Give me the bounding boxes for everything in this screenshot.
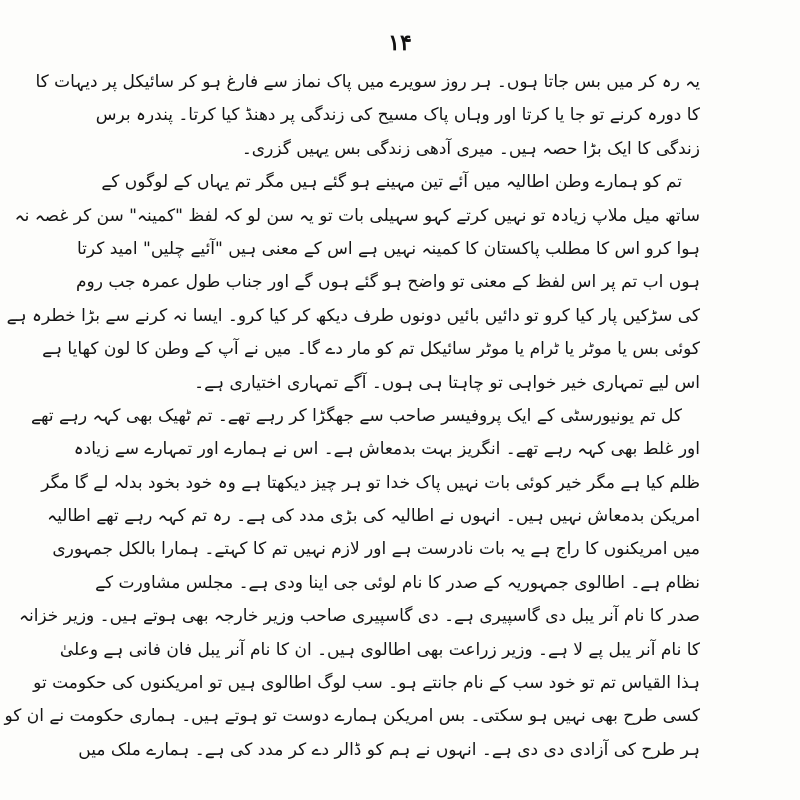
text-line: کا نام آنر یبل پے لا ہے۔ وزیر زراعت بھی اطالوی ہیں۔ ان کا نام آنر یبل فان فانی ہے وعلیٰ bbox=[59, 639, 700, 660]
text-line: کی سڑکیں پار کیا کرو تو دائیں بائیں دونوں طرف دیکھ کر کیا کرو۔ ایسا نہ کرنے سے بڑا خطرہ ہے bbox=[6, 305, 700, 326]
text-line: زندگی کا ایک بڑا حصہ ہیں۔ میری آدھی زندگی بس یہیں گزری۔ bbox=[241, 138, 700, 159]
text-line: یہ رہ کر میں بس جاتا ہوں۔ ہر روز سویرے میں پاک نماز سے فارغ ہو کر سائیکل پر دیہات کا bbox=[35, 72, 700, 92]
page-text bbox=[4, 66, 700, 767]
text-line: اس لیے تمہاری خیر خواہی تو چاہتا ہی ہوں۔ آگے تمہاری اختیاری ہے۔ bbox=[194, 372, 700, 393]
text-line: اور غلط بھی کہہ رہے تھے۔ انگریز بہت بدمعاش ہے۔ اس نے ہمارے اور تمہارے سے زیادہ bbox=[73, 439, 700, 460]
text-line: ہوں اب تم پر اس لفظ کے معنی تو واضح ہو گئے ہوں گے اور جناب طول عمرہ جب روم bbox=[76, 272, 700, 293]
page-number: ۱۴ bbox=[388, 30, 412, 56]
text-line: میں امریکنوں کا راج ہے یہ بات نادرست ہے اور لازم نہیں تم کا کہتے۔ ہمارا بالکل جمہوری bbox=[52, 539, 700, 560]
text-line: صدر کا نام آنر یبل دی گاسپیری ہے۔ دی گاسپیری صاحب وزیر خارجہ بھی ہوتے ہیں۔ وزیر خزانہ bbox=[19, 606, 700, 627]
text-line: نظام ہے۔ اطالوی جمہوریہ کے صدر کا نام لوئی جی اینا ودی ہے۔ مجلس مشاورت کے bbox=[95, 572, 700, 593]
text-line: ساتھ میل ملاپ زیادہ تو نہیں کرتے کہو سہیلی بات تو یہ سن لو کہ لفظ "کمینہ" سن کر غصہ نہ bbox=[14, 205, 700, 226]
text-line: ہوا کرو اس کا مطلب پاکستان کا کمینہ نہیں ہے اس کے معنی ہیں "آئیے چلیں" امید کرتا bbox=[76, 238, 700, 259]
paragraph-start-line: تم کو ہمارے وطن اطالیہ میں آئے تین مہینے ہو گئے ہیں مگر تم یہاں کے لوگوں کے bbox=[101, 172, 682, 193]
text-line: کا دورہ کرنے تو جا یا کرتا اور وہاں پاک مسیح کی زندگی پر دھنڈ کیا کرتا۔ پندرہ برس bbox=[95, 105, 700, 126]
text-line: امریکن بدمعاش نہیں ہیں۔ انہوں نے اطالیہ کی بڑی مدد کی ہے۔ رہ تم کہہ رہے تھے اطالیہ bbox=[47, 506, 700, 527]
text-line: ہر طرح کی آزادی دی دی ہے۔ انہوں نے ہم کو ڈالر دے کر مدد کی ہے۔ ہمارے ملک میں bbox=[78, 739, 700, 760]
text-line: کوئی بس یا موٹر یا ٹرام یا موٹر سائیکل تم کو مار دے گا۔ میں نے آپ کے وطن کا لون کھایا ہے bbox=[42, 339, 700, 360]
text-line: ہذا القیاس تم تو خود سب کے نام جانتے ہو۔ سب لوگ اطالوی ہیں تو امریکنوں کی حکومت تو bbox=[33, 673, 700, 694]
paragraph-start-line: کل تم یونیورسٹی کے ایک پروفیسر صاحب سے جھگڑا کر رہے تھے۔ تم ٹھیک بھی کہہ رہے تھے bbox=[31, 405, 682, 426]
text-line: کسی طرح بھی نہیں ہو سکتی۔ بس امریکن ہمارے دوست تو ہوتے ہیں۔ ہماری حکومت نے ان کو bbox=[4, 706, 700, 727]
text-line: ظلم کیا ہے مگر خیر کوئی بات نہیں پاک خدا تو ہر چیز دیکھتا ہے وہ خود بخود بدلہ لے گا مگر bbox=[41, 472, 700, 493]
